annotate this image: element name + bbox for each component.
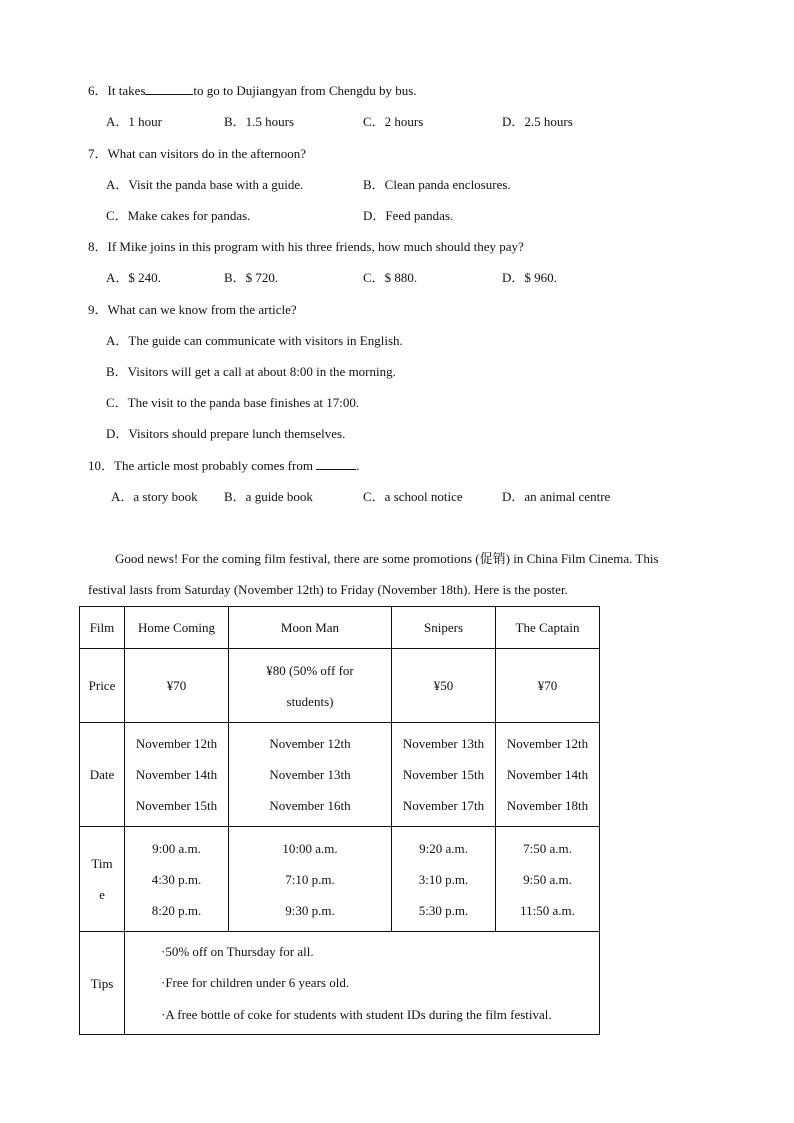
- question-8-option-a[interactable]: [106, 269, 161, 287]
- stem-text: What can we know from the article?: [107, 302, 297, 317]
- option-letter: A．: [106, 333, 129, 348]
- film-price: ¥50: [392, 649, 496, 723]
- option-text: 1.5 hours: [245, 114, 295, 129]
- option-text: Visitors should prepare lunch themselves.: [128, 426, 346, 441]
- option-text: 2 hours: [384, 114, 424, 129]
- date: November 12th: [269, 736, 351, 751]
- tip-item: ·A free bottle of coke for students with student IDs during the film festival.: [161, 1006, 552, 1022]
- row-label-time: [80, 827, 125, 932]
- question-9-option-d[interactable]: [106, 425, 345, 443]
- film-times: [125, 827, 229, 932]
- stem-text: .: [356, 458, 360, 473]
- option-letter: A．: [111, 489, 134, 504]
- date: November 16th: [269, 798, 351, 813]
- question-7-option-c[interactable]: [106, 207, 250, 225]
- option-letter: A．: [106, 270, 129, 285]
- answer-blank[interactable]: [316, 457, 356, 470]
- question-7-option-d[interactable]: [363, 207, 453, 225]
- date: November 18th: [506, 798, 589, 813]
- question-10-option-b[interactable]: [224, 488, 313, 506]
- question-10-option-c[interactable]: [363, 488, 463, 506]
- option-letter: D．: [106, 426, 129, 441]
- option-text: Clean panda enclosures.: [384, 177, 511, 192]
- question-9-option-b[interactable]: [106, 363, 396, 381]
- question-7-option-b[interactable]: [363, 176, 511, 194]
- film-dates: [392, 723, 496, 827]
- time: 9:50 a.m.: [523, 871, 572, 887]
- date: November 13th: [269, 767, 351, 782]
- question-6-option-b[interactable]: [224, 113, 294, 131]
- tip-item: ·50% off on Thursday for all.: [161, 943, 314, 959]
- time: 3:10 p.m.: [418, 871, 469, 887]
- question-10-option-a[interactable]: [111, 488, 198, 506]
- question-8-stem: [88, 238, 524, 256]
- question-7-option-a[interactable]: [106, 176, 303, 194]
- film-poster-table: [79, 606, 600, 1035]
- date: November 12th: [135, 736, 218, 751]
- film-price: [229, 649, 392, 723]
- option-letter: A．: [106, 177, 129, 192]
- time: 7:50 a.m.: [523, 840, 572, 856]
- film-dates: [125, 723, 229, 827]
- option-letter: B．: [224, 270, 246, 285]
- label-part: e: [99, 887, 105, 902]
- date: November 13th: [402, 736, 485, 751]
- option-text: a school notice: [384, 489, 463, 504]
- question-6-option-d[interactable]: [502, 113, 573, 131]
- option-text: 2.5 hours: [524, 114, 573, 129]
- film-row: [80, 607, 600, 649]
- question-10-option-d[interactable]: [502, 488, 610, 506]
- option-letter: A．: [106, 114, 129, 129]
- question-9-stem: [88, 301, 297, 319]
- option-text: The guide can communicate with visitors in English.: [128, 333, 403, 348]
- time: 7:10 p.m.: [285, 871, 335, 887]
- stem-text: The article most probably comes from: [114, 458, 313, 473]
- film-name: The Captain: [496, 607, 600, 649]
- option-text: Make cakes for pandas.: [127, 208, 251, 223]
- tips-row: [80, 932, 600, 1035]
- option-text: $ 720.: [245, 270, 279, 285]
- passage-line-2: festival lasts from Saturday (November 12th) to Friday (November 18th). Here is the poster.: [88, 582, 568, 597]
- option-text: Feed pandas.: [385, 208, 454, 223]
- option-letter: B．: [106, 364, 128, 379]
- option-letter: C．: [106, 208, 128, 223]
- date: November 15th: [402, 767, 485, 782]
- stem-text: to go to Dujiangyan from Chengdu by bus.: [193, 83, 417, 98]
- stem-text: What can visitors do in the afternoon?: [107, 146, 307, 161]
- option-letter: D．: [502, 270, 525, 285]
- option-letter: C．: [363, 114, 385, 129]
- film-times: [229, 827, 392, 932]
- option-text: The visit to the panda base finishes at 17:00.: [127, 395, 360, 410]
- row-label-film: Film: [80, 607, 125, 649]
- time: 8:20 p.m.: [151, 902, 202, 918]
- question-6-stem: [88, 82, 417, 100]
- stem-text: If Mike joins in this program with his three friends, how much should they pay?: [107, 239, 524, 254]
- question-number: 7．: [88, 146, 108, 161]
- film-dates: [229, 723, 392, 827]
- question-10-stem: [88, 457, 359, 475]
- row-label-tips: Tips: [80, 932, 125, 1035]
- passage-line-1: Good news! For the coming film festival, there are some promotions (促销) in China Film Cinema. This: [115, 551, 659, 566]
- question-7-stem: [88, 145, 306, 163]
- option-text: an animal centre: [524, 489, 611, 504]
- option-text: Visit the panda base with a guide.: [128, 177, 304, 192]
- time: 9:20 a.m.: [419, 840, 468, 856]
- film-price: ¥70: [496, 649, 600, 723]
- option-text: $ 960.: [524, 270, 557, 285]
- option-letter: C．: [106, 395, 128, 410]
- date: November 14th: [135, 767, 218, 782]
- film-times: [392, 827, 496, 932]
- option-letter: B．: [224, 114, 246, 129]
- question-6-option-c[interactable]: [363, 113, 423, 131]
- option-text: a story book: [133, 489, 198, 504]
- tips-list: [125, 932, 600, 1035]
- price-line: students): [286, 693, 334, 709]
- date: November 15th: [135, 798, 218, 813]
- date: November 14th: [506, 767, 589, 782]
- option-letter: C．: [363, 489, 385, 504]
- price-row: [80, 649, 600, 723]
- question-6-option-a[interactable]: [106, 113, 162, 131]
- option-letter: B．: [363, 177, 385, 192]
- option-text: a guide book: [245, 489, 313, 504]
- option-letter: D．: [502, 489, 525, 504]
- answer-blank[interactable]: [145, 82, 193, 95]
- date: November 12th: [506, 736, 589, 751]
- question-8-option-c[interactable]: [363, 269, 417, 287]
- option-letter: D．: [502, 114, 525, 129]
- date-row: [80, 723, 600, 827]
- time-row: [80, 827, 600, 932]
- question-number: 10．: [88, 458, 115, 473]
- option-letter: D．: [363, 208, 386, 223]
- question-9-option-a[interactable]: [106, 332, 403, 350]
- time: 5:30 p.m.: [418, 902, 469, 918]
- date: November 17th: [402, 798, 485, 813]
- time: 4:30 p.m.: [151, 871, 202, 887]
- question-number: 8．: [88, 239, 108, 254]
- option-text: $ 880.: [384, 270, 418, 285]
- question-9-option-c[interactable]: [106, 394, 359, 412]
- time: 9:30 p.m.: [285, 902, 335, 918]
- film-name: Snipers: [392, 607, 496, 649]
- stem-text: It takes: [107, 83, 146, 98]
- price-line: ¥80 (50% off for: [266, 662, 354, 678]
- tip-item: ·Free for children under 6 years old.: [161, 975, 350, 991]
- option-letter: B．: [224, 489, 246, 504]
- question-8-option-d[interactable]: [502, 269, 557, 287]
- film-price: ¥70: [125, 649, 229, 723]
- time: 9:00 a.m.: [152, 840, 201, 856]
- row-label-price: Price: [80, 649, 125, 723]
- option-text: $ 240.: [128, 270, 161, 285]
- row-label-date: Date: [80, 723, 125, 827]
- label-part: Tim: [91, 856, 113, 871]
- film-times: [496, 827, 600, 932]
- question-number: 9．: [88, 302, 108, 317]
- option-text: Visitors will get a call at about 8:00 in the morning.: [127, 364, 396, 379]
- option-letter: C．: [363, 270, 385, 285]
- film-name: Moon Man: [229, 607, 392, 649]
- question-8-option-b[interactable]: [224, 269, 278, 287]
- question-number: 6．: [88, 83, 108, 98]
- film-name: Home Coming: [125, 607, 229, 649]
- time: 11:50 a.m.: [520, 902, 575, 918]
- option-text: 1 hour: [128, 114, 162, 129]
- film-dates: [496, 723, 600, 827]
- time: 10:00 a.m.: [282, 840, 338, 856]
